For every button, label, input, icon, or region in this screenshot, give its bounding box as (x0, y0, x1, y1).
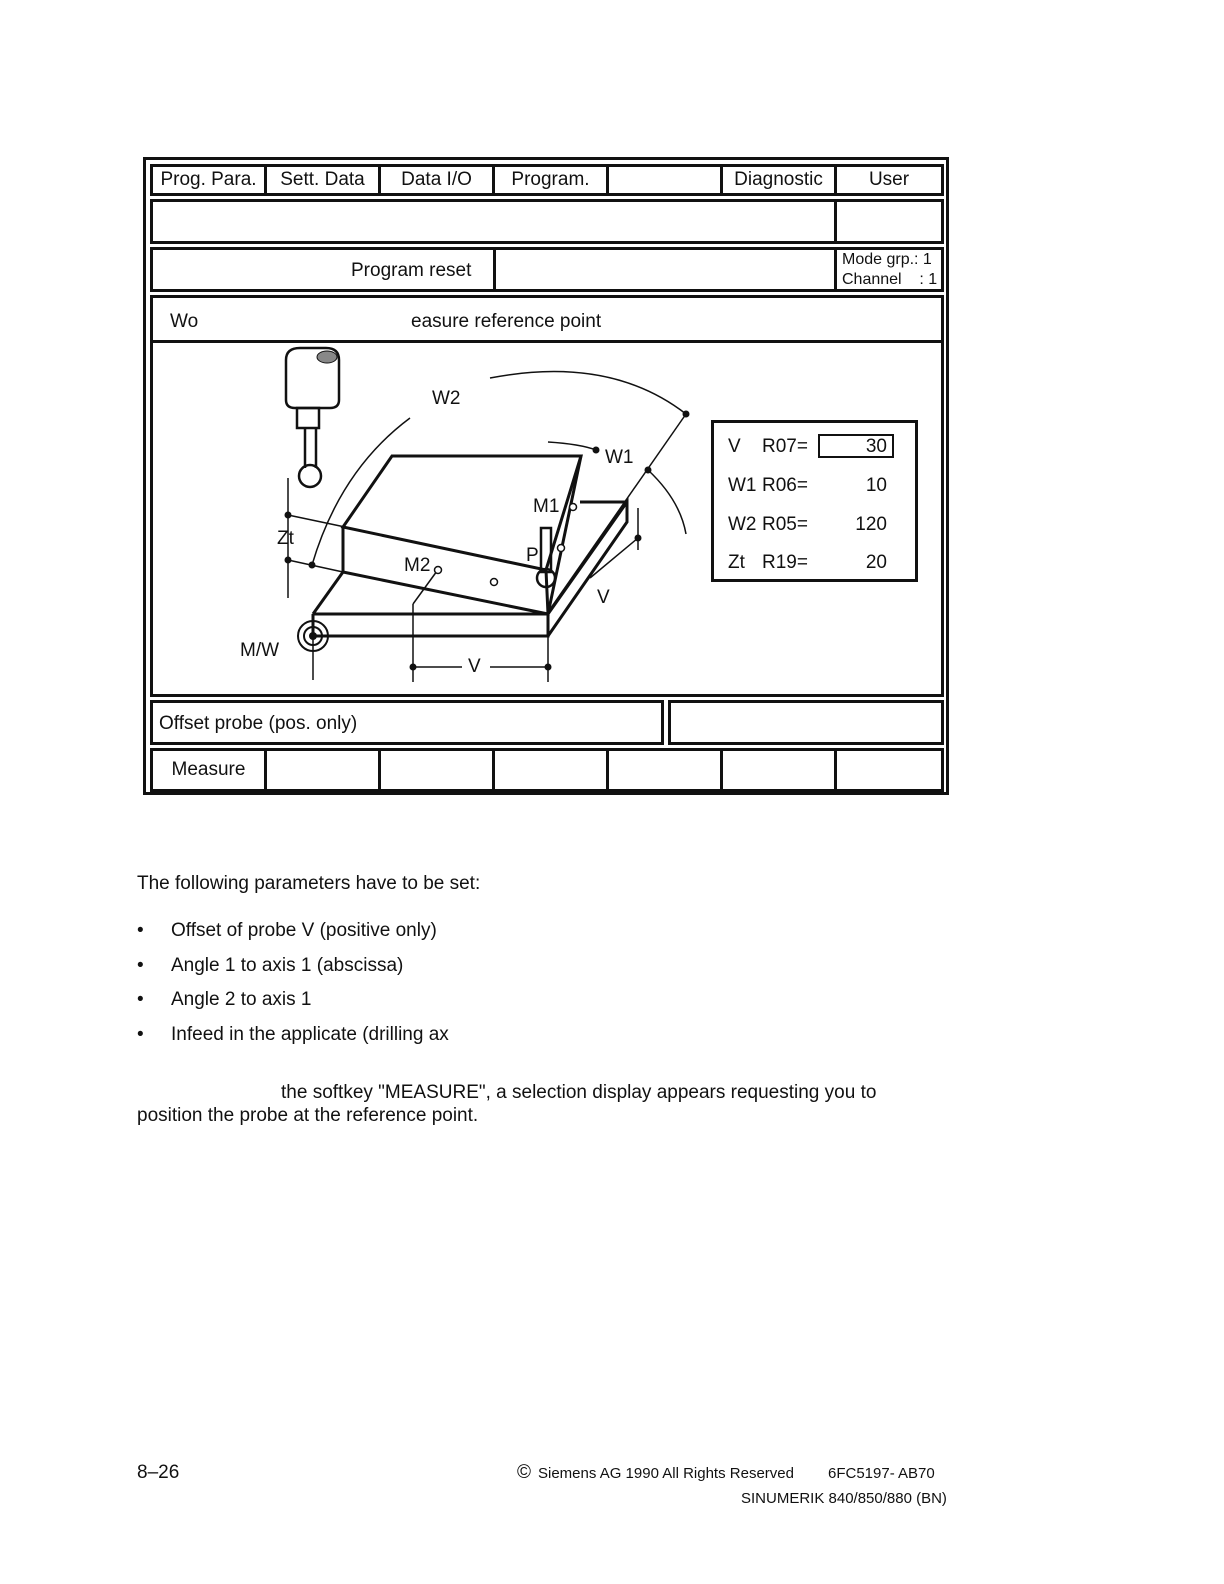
bullet-item: Offset of probe V (positive only) (171, 920, 437, 941)
param-w2-value[interactable]: 120 (855, 514, 887, 535)
parameter-box (711, 420, 918, 582)
softkey-prog-para[interactable]: Prog. Para. (160, 169, 257, 190)
param-w1-value[interactable]: 10 (865, 475, 887, 496)
probe-tip (299, 465, 321, 487)
softkey-user[interactable]: User (868, 169, 910, 190)
param-zt-value[interactable]: 20 (865, 552, 887, 573)
bullet-symbol: • (137, 989, 144, 1010)
mode-group-label: Mode grp.: 1 (842, 251, 932, 268)
label-p: P (526, 545, 539, 566)
param-zt-name: Zt (728, 552, 745, 573)
w2-arc-right (490, 372, 686, 414)
zt-line-bottom (288, 560, 343, 572)
message-text: Offset probe (pos. only) (159, 713, 358, 734)
softkey-sett-data[interactable]: Sett. Data (280, 169, 365, 190)
param-w1-name: W1 (728, 475, 757, 496)
base-plate-front (313, 614, 548, 636)
label-m1: M1 (533, 496, 560, 517)
label-v-right: V (597, 587, 610, 608)
panel-title: easure reference point (411, 311, 602, 332)
status-text: Program reset (351, 260, 472, 281)
page-number: 8–26 (137, 1462, 180, 1483)
document-number: 6FC5197- AB70 (828, 1465, 935, 1482)
block-side (313, 572, 343, 614)
copyright-text: Siemens AG 1990 All Rights Reserved (538, 1465, 794, 1482)
softkey-diagnostic[interactable]: Diagnostic (734, 169, 823, 190)
probe-hatch (317, 351, 337, 363)
w1-arc-right (648, 470, 686, 534)
softkey-program[interactable]: Program. (511, 169, 590, 190)
param-v-value: 30 (865, 436, 887, 457)
product-name: SINUMERIK 840/850/880 (BN) (741, 1490, 947, 1507)
softkey-data-io[interactable]: Data I/O (401, 169, 472, 190)
paragraph-line-1: the softkey "MEASURE", a selection display appears requesting you to (281, 1082, 877, 1103)
channel-label: Channel : 1 (842, 271, 938, 288)
bullet-item: Angle 2 to axis 1 (171, 989, 312, 1010)
panel-title-left: Wo (170, 311, 199, 332)
paragraph-line-2: position the probe at the reference point. (137, 1105, 479, 1126)
param-w2-name: W2 (728, 514, 757, 535)
bullet-item: Infeed in the applicate (drilling ax (171, 1024, 449, 1045)
label-w1: W1 (605, 447, 634, 468)
bullet-item: Angle 1 to axis 1 (abscissa) (171, 955, 404, 976)
param-v-input[interactable] (818, 434, 894, 458)
param-v-reg: R07= (762, 436, 808, 457)
label-w2: W2 (432, 388, 461, 409)
softkey-measure[interactable]: Measure (171, 759, 246, 780)
w1-arc (548, 442, 596, 450)
zt-line-top (288, 515, 345, 527)
copyright-symbol: © (517, 1462, 531, 1483)
label-m2: M2 (404, 555, 431, 576)
bullet-symbol: • (137, 1024, 144, 1045)
label-zt: Zt (277, 528, 294, 549)
param-w2-reg: R05= (762, 514, 808, 535)
bullet-symbol: • (137, 955, 144, 976)
bullet-symbol: • (137, 920, 144, 941)
block-front (343, 527, 548, 614)
param-w1-reg: R06= (762, 475, 808, 496)
intro-text: The following parameters have to be set: (137, 873, 481, 894)
w2-arc (312, 418, 410, 565)
probe-holder (297, 408, 319, 428)
label-v-bottom: V (468, 656, 481, 677)
param-v-name: V (728, 436, 741, 457)
param-zt-reg: R19= (762, 552, 808, 573)
label-mw: M/W (240, 640, 280, 661)
